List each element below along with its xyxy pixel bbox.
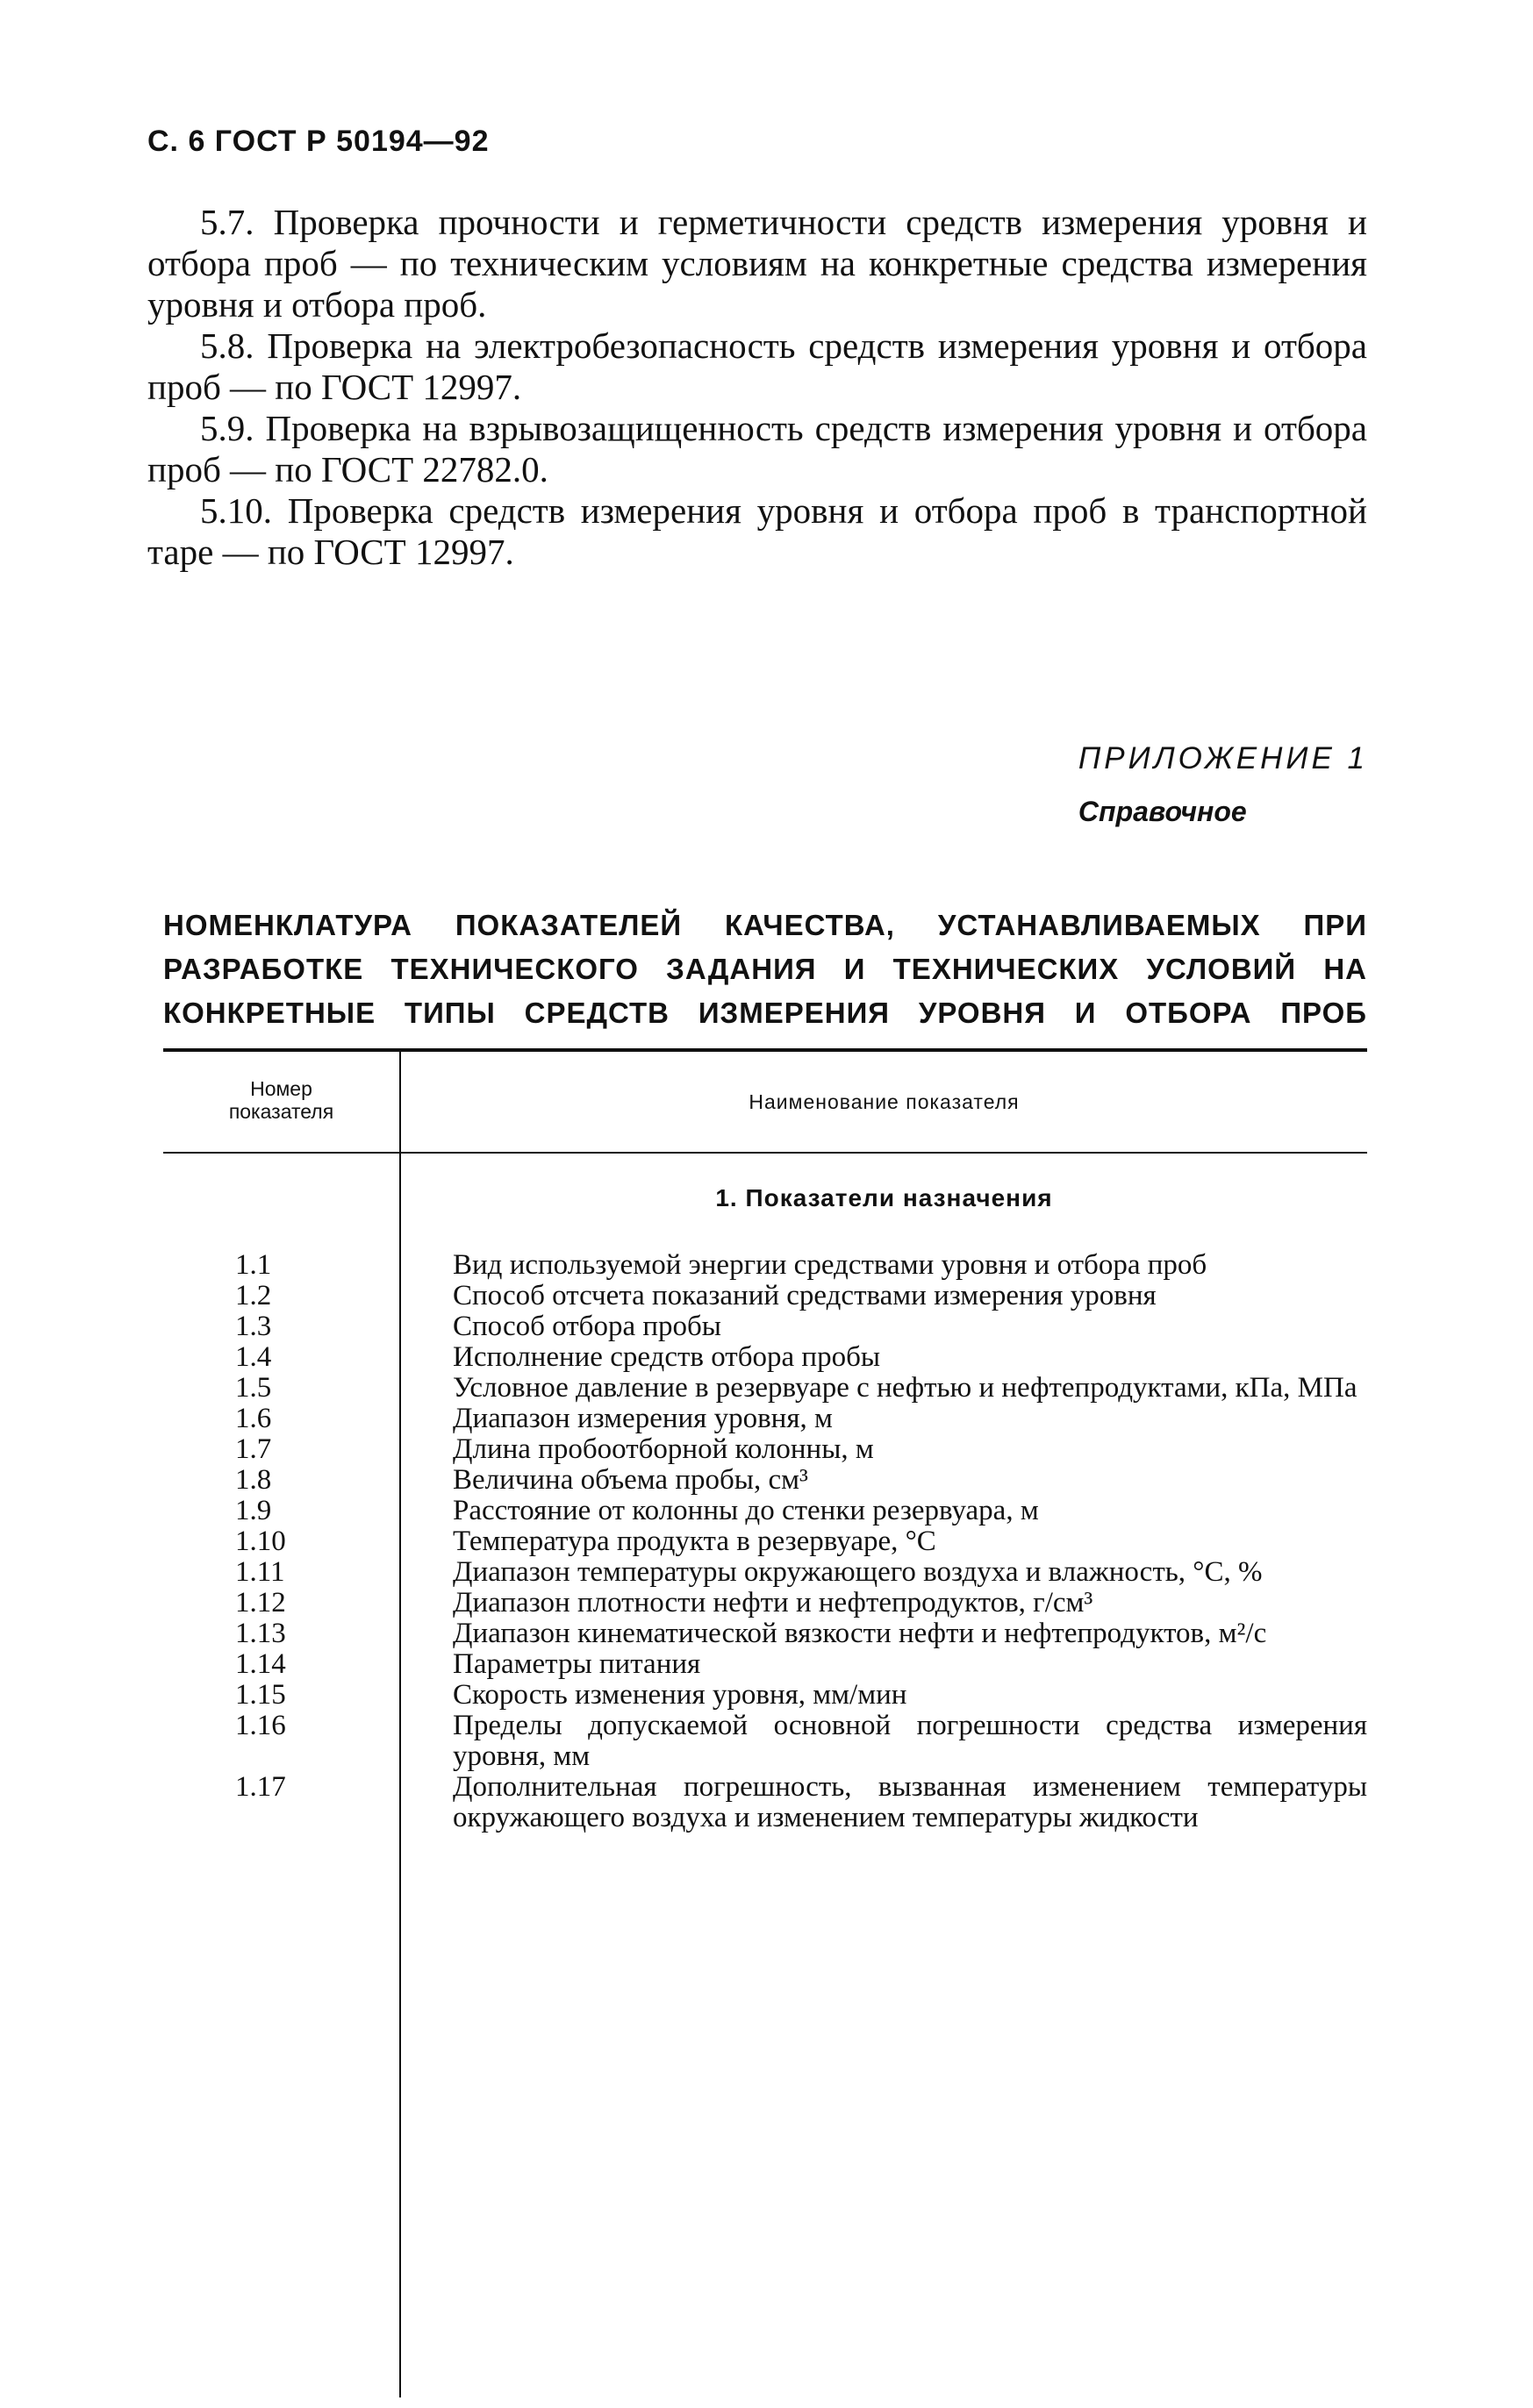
paragraph-5-8: 5.8. Проверка на электробезопасность средств измерения уровня и отбора проб — по ГОСТ 12997. <box>147 325 1367 407</box>
table-row <box>163 1557 1367 1588</box>
table-row <box>163 1588 1367 1618</box>
indicator-number: 1.15 <box>235 1679 286 1711</box>
table-row <box>163 1649 1367 1680</box>
indicator-name: Диапазон температуры окружающего воздуха и влажность, °С, % <box>453 1556 1263 1588</box>
table-rows <box>163 1250 1367 1833</box>
column-header-number <box>163 1077 399 1123</box>
table-row <box>163 1373 1367 1404</box>
indicator-name: Диапазон плотности нефти и нефтепродуктов, г/см³ <box>453 1587 1093 1618</box>
indicator-number: 1.7 <box>235 1433 272 1465</box>
indicator-name: Температура продукта в резервуаре, °С <box>453 1526 936 1557</box>
table-row <box>163 1496 1367 1526</box>
appendix-title: ПРИЛОЖЕНИЕ 1 <box>1078 741 1368 775</box>
paragraph-5-9: 5.9. Проверка на взрывозащищенность средств измерения уровня и отбора проб — по ГОСТ 22782.0. <box>147 408 1367 489</box>
indicator-name: Дополнительная погрешность, вызванная изменением температуры окружающего воздуха и изменением температуры жидкости <box>453 1771 1367 1833</box>
indicator-name: Диапазон кинематической вязкости нефти и нефтепродуктов, м²/с <box>453 1618 1267 1649</box>
table-row <box>163 1465 1367 1496</box>
table-row <box>163 1618 1367 1649</box>
paragraph-5-10: 5.10. Проверка средств измерения уровня и отбора проб в транспортной таре — по ГОСТ 12997. <box>147 490 1367 572</box>
indicator-number: 1.16 <box>235 1710 286 1741</box>
table-row <box>163 1680 1367 1711</box>
table-row <box>163 1250 1367 1281</box>
table-header-rule <box>163 1152 1367 1154</box>
table-row <box>163 1526 1367 1557</box>
indicators-table <box>163 1048 1367 2408</box>
column-header-number-line2: показателя <box>228 1100 334 1123</box>
document-title: НОМЕНКЛАТУРА ПОКАЗАТЕЛЕЙ КАЧЕСТВА, УСТАНАВЛИВАЕМЫХ ПРИ РАЗРАБОТКЕ ТЕХНИЧЕСКОГО ЗАДАНИЯ И ТЕХНИЧЕСКИХ УСЛОВИЙ НА КОНКРЕТНЫЕ ТИПЫ СРЕДСТВ ИЗМЕРЕНИЯ УРОВНЯ И ОТБОРА ПРОБ <box>163 909 1367 1029</box>
indicator-number: 1.12 <box>235 1587 286 1618</box>
indicator-number: 1.5 <box>235 1372 272 1404</box>
indicator-name: Вид используемой энергии средствами уровня и отбора проб <box>453 1249 1207 1281</box>
section-heading: 1. Показатели назначения <box>715 1184 1053 1211</box>
table-top-rule <box>163 1048 1367 1052</box>
body-paragraphs <box>147 202 1367 573</box>
indicator-number: 1.2 <box>235 1280 272 1311</box>
indicator-name: Скорость изменения уровня, мм/мин <box>453 1679 907 1711</box>
column-header-name: Наименование показателя <box>749 1090 1020 1113</box>
indicator-name: Исполнение средств отбора пробы <box>453 1341 881 1373</box>
indicator-name: Условное давление в резервуаре с нефтью и нефтепродуктами, кПа, МПа <box>453 1372 1357 1404</box>
indicator-name: Длина пробоотборной колонны, м <box>453 1433 874 1465</box>
indicator-name: Пределы допускаемой основной погрешности средства измерения уровня, мм <box>453 1710 1367 1772</box>
indicator-name: Параметры питания <box>453 1648 701 1680</box>
indicator-number: 1.3 <box>235 1311 272 1342</box>
table-row <box>163 1281 1367 1311</box>
indicator-name: Величина объема пробы, см³ <box>453 1464 808 1496</box>
indicator-name: Расстояние от колонны до стенки резервуара, м <box>453 1495 1039 1526</box>
indicator-number: 1.10 <box>235 1526 286 1557</box>
indicator-number: 1.6 <box>235 1403 272 1434</box>
paragraph-5-7: 5.7. Проверка прочности и герметичности средств измерения уровня и отбора проб — по техническим условиям на конкретные средства измерения уровня и отбора проб. <box>147 202 1367 325</box>
page-header: С. 6 ГОСТ Р 50194—92 <box>147 125 490 158</box>
indicator-number: 1.8 <box>235 1464 272 1496</box>
appendix-label <box>1078 741 1368 828</box>
table-row <box>163 1404 1367 1434</box>
indicator-number: 1.1 <box>235 1249 272 1281</box>
appendix-subtitle: Справочное <box>1078 796 1247 827</box>
column-header-number-line1: Номер <box>250 1077 312 1100</box>
indicator-name: Диапазон измерения уровня, м <box>453 1403 833 1434</box>
indicator-number: 1.13 <box>235 1618 286 1649</box>
indicator-number: 1.14 <box>235 1648 286 1680</box>
table-row <box>163 1711 1367 1772</box>
indicator-name: Способ отбора пробы <box>453 1311 721 1342</box>
indicator-number: 1.9 <box>235 1495 272 1526</box>
indicator-number: 1.17 <box>235 1771 286 1803</box>
table-row <box>163 1772 1367 1833</box>
indicator-name: Способ отсчета показаний средствами измерения уровня <box>453 1280 1157 1311</box>
table-row <box>163 1311 1367 1342</box>
table-row <box>163 1434 1367 1465</box>
table-row <box>163 1342 1367 1373</box>
indicator-number: 1.11 <box>235 1556 285 1588</box>
indicator-number: 1.4 <box>235 1341 272 1373</box>
